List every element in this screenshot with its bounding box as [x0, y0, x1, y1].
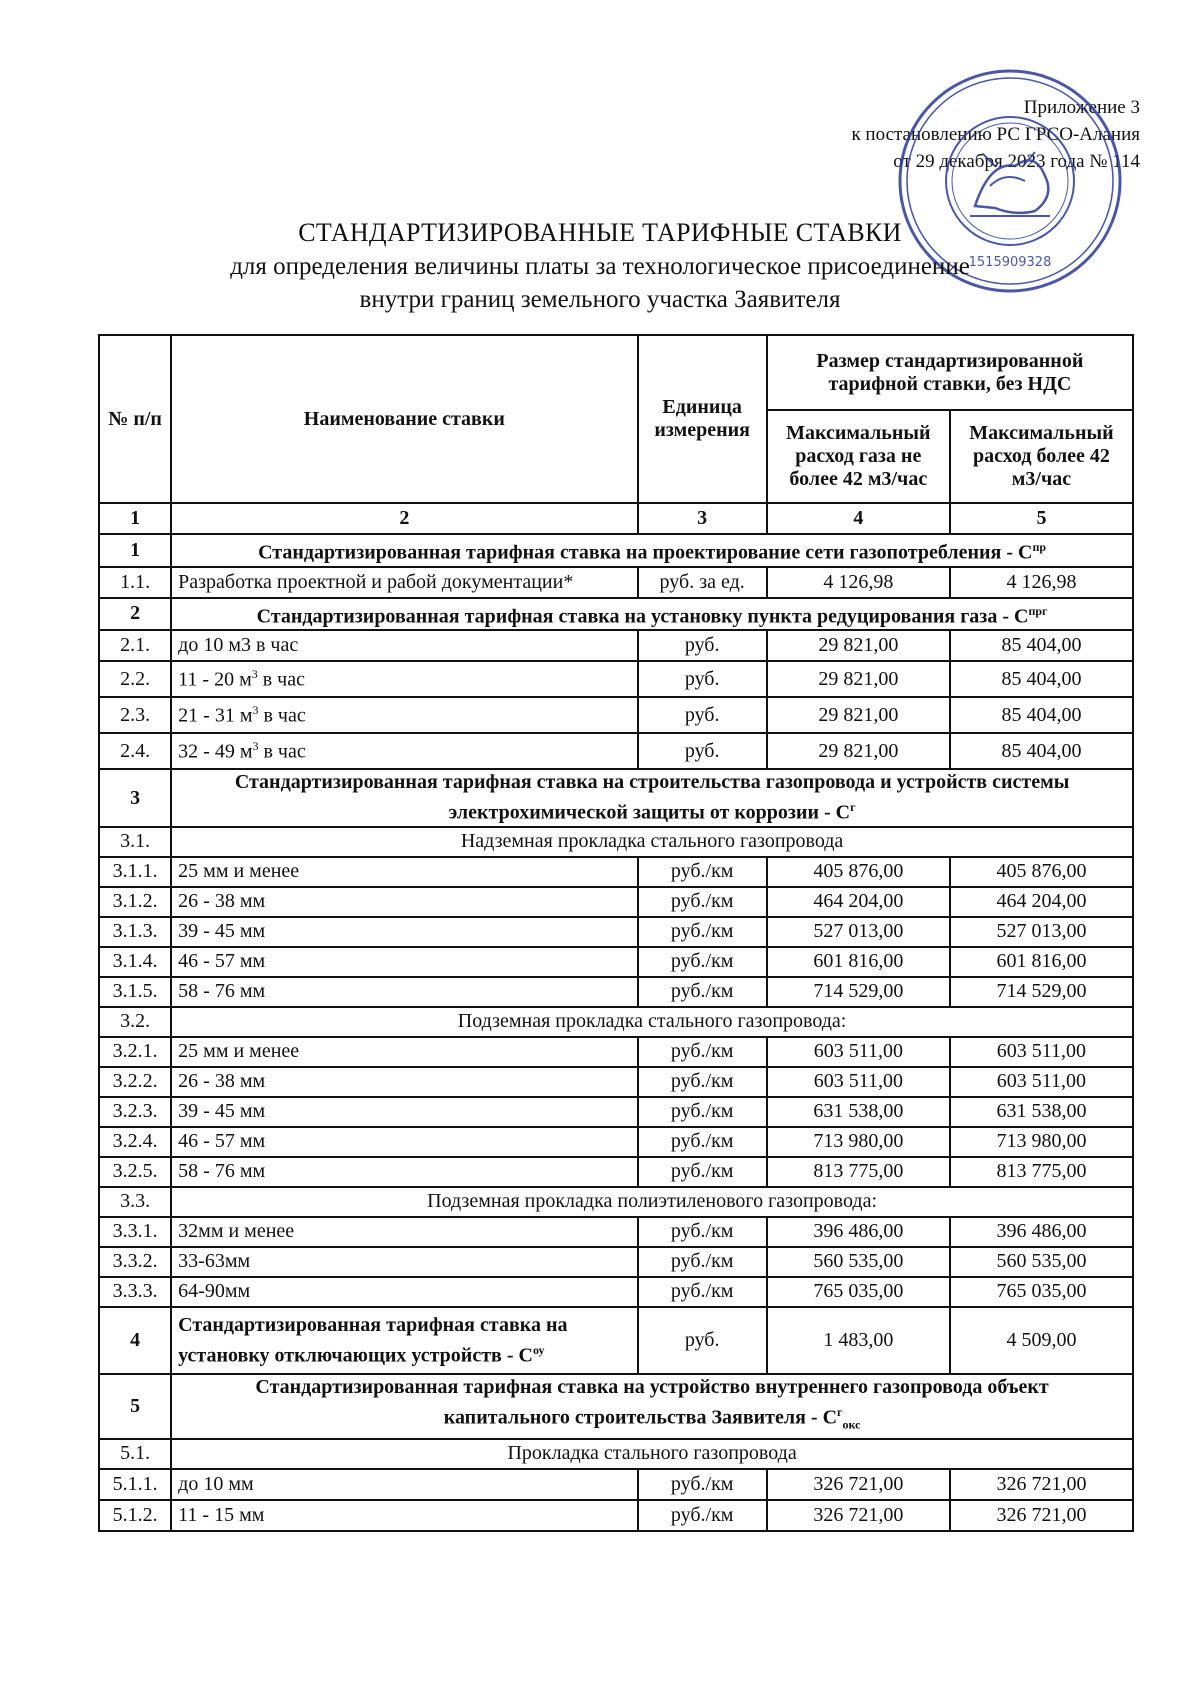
header-row — [99, 335, 1133, 410]
rate-value-col5: 603 511,00 — [950, 1067, 1133, 1097]
rate-value-col4: 765 035,00 — [767, 1277, 950, 1307]
subsection-row: 3.2. Подземная прокладка стального газопровода: — [99, 1007, 1133, 1037]
subsection-title: Прокладка стального газопровода — [171, 1439, 1133, 1469]
rate-value-col4: 29 821,00 — [767, 697, 950, 733]
rate-value-col5: 464 204,00 — [950, 887, 1133, 917]
rate-value-col5: 765 035,00 — [950, 1277, 1133, 1307]
header-col4: Максимальный расход газа не более 42 м3/час — [767, 410, 950, 503]
rate-unit: руб./км — [638, 1067, 767, 1097]
rate-value-col4: 560 535,00 — [767, 1247, 950, 1277]
section-num: 4 — [99, 1307, 171, 1374]
rate-value-col5: 714 529,00 — [950, 977, 1133, 1007]
tariff-table — [98, 334, 1134, 1532]
rate-name: 58 - 76 мм — [171, 1157, 637, 1187]
rate-unit: руб. — [638, 630, 767, 661]
colnum-2: 2 — [171, 503, 637, 534]
header-name: Наименование ставки — [171, 335, 637, 503]
rate-value-col5: 4 509,00 — [950, 1307, 1133, 1374]
rate-value-col5: 396 486,00 — [950, 1217, 1133, 1247]
rate-value-col4: 326 721,00 — [767, 1500, 950, 1531]
rate-value-col4: 603 511,00 — [767, 1037, 950, 1067]
rate-value-col5: 85 404,00 — [950, 733, 1133, 769]
subsection-row: 3.1. Надземная прокладка стального газопровода — [99, 827, 1133, 857]
subsection-row: 5.1. Прокладка стального газопровода — [99, 1439, 1133, 1469]
section-num: 3 — [99, 769, 171, 827]
appendix-line-3: от 29 декабря 2023 года № 114 — [893, 151, 1140, 172]
rate-unit: руб. — [638, 733, 767, 769]
rate-unit: руб./км — [638, 857, 767, 887]
section-row — [99, 598, 1133, 631]
rate-name: Разработка проектной и рабой документации* — [171, 567, 637, 598]
table-row: 2.1. до 10 м3 в час руб. 29 821,00 85 404,00 — [99, 630, 1133, 661]
document-title — [0, 216, 1200, 316]
rate-value-col4: 326 721,00 — [767, 1469, 950, 1500]
rate-value-col5: 713 980,00 — [950, 1127, 1133, 1157]
rate-unit: руб./км — [638, 917, 767, 947]
rate-name: 39 - 45 мм — [171, 1097, 637, 1127]
rate-name: 25 мм и менее — [171, 1037, 637, 1067]
rate-value-col5: 85 404,00 — [950, 697, 1133, 733]
table-row: 3.2.5. 58 - 76 мм руб./км 813 775,00 813 775,00 — [99, 1157, 1133, 1187]
table-row: 5.1.2. 11 - 15 мм руб./км 326 721,00 326 721,00 — [99, 1500, 1133, 1531]
table-row: 3.1.5. 58 - 76 мм руб./км 714 529,00 714 529,00 — [99, 977, 1133, 1007]
rate-unit: руб./км — [638, 1127, 767, 1157]
rate-value-col5: 527 013,00 — [950, 917, 1133, 947]
rate-value-col4: 396 486,00 — [767, 1217, 950, 1247]
table-row: 3.2.3. 39 - 45 мм руб./км 631 538,00 631 538,00 — [99, 1097, 1133, 1127]
rate-value-col4: 527 013,00 — [767, 917, 950, 947]
rate-unit: руб./км — [638, 1157, 767, 1187]
rate-name: до 10 м3 в час — [171, 630, 637, 661]
section-row — [99, 1307, 1133, 1374]
rate-unit: руб./км — [638, 1037, 767, 1067]
section-title: Стандартизированная тарифная ставка на устройство внутреннего газопровода объект капитального строительства Заявителя - $С^г_{окс}$ — [171, 1374, 1133, 1439]
rate-value-col5: 85 404,00 — [950, 630, 1133, 661]
table-row: 3.1.2. 26 - 38 мм руб./км 464 204,00 464 204,00 — [99, 887, 1133, 917]
column-number-row — [99, 503, 1133, 534]
colnum-3: 3 — [638, 503, 767, 534]
rate-value-col5: 326 721,00 — [950, 1469, 1133, 1500]
rate-name: 21 - 31 $м^3$ в час — [171, 697, 637, 733]
rate-unit: руб./км — [638, 1097, 767, 1127]
colnum-1: 1 — [99, 503, 171, 534]
rate-value-col5: 813 775,00 — [950, 1157, 1133, 1187]
header-num: № п/п — [99, 335, 171, 503]
colnum-4: 4 — [767, 503, 950, 534]
rate-unit: руб./км — [638, 1217, 767, 1247]
rate-value-col4: 603 511,00 — [767, 1067, 950, 1097]
rate-value-col4: 813 775,00 — [767, 1157, 950, 1187]
rate-name: до 10 мм — [171, 1469, 637, 1500]
rate-value-col4: 405 876,00 — [767, 857, 950, 887]
rate-name: Стандартизированная тарифная ставка на установку отключающих устройств - $С^{оу}$ — [171, 1307, 637, 1374]
rate-name: 58 - 76 мм — [171, 977, 637, 1007]
rate-value-col4: 631 538,00 — [767, 1097, 950, 1127]
section-title: Стандартизированная тарифная ставка на установку пункта редуцирования газа - $С^{прг}$ — [171, 598, 1133, 631]
rate-value-col4: 464 204,00 — [767, 887, 950, 917]
section-row — [99, 534, 1133, 567]
table-row: 3.3.1. 32мм и менее руб./км 396 486,00 396 486,00 — [99, 1217, 1133, 1247]
rate-value-col4: 713 980,00 — [767, 1127, 950, 1157]
rate-value-col5: 4 126,98 — [950, 567, 1133, 598]
rate-unit: руб./км — [638, 1247, 767, 1277]
rate-value-col4: 714 529,00 — [767, 977, 950, 1007]
table-row: 3.2.2. 26 - 38 мм руб./км 603 511,00 603 511,00 — [99, 1067, 1133, 1097]
rate-unit: руб. за ед. — [638, 567, 767, 598]
title-sub-2: внутри границ земельного участка Заявителя — [359, 286, 841, 313]
rate-value-col5: 326 721,00 — [950, 1500, 1133, 1531]
rate-value-col5: 85 404,00 — [950, 661, 1133, 697]
table-row: 5.1.1. до 10 мм руб./км 326 721,00 326 721,00 — [99, 1469, 1133, 1500]
appendix-line-2: к постановлению РС ГРСО-Алания — [851, 124, 1140, 145]
table-row: 3.1.4. 46 - 57 мм руб./км 601 816,00 601 816,00 — [99, 947, 1133, 977]
rate-name: 26 - 38 мм — [171, 887, 637, 917]
section-row — [99, 1374, 1133, 1439]
appendix-line-1: Приложение 3 — [1023, 97, 1140, 118]
rate-unit: руб. — [638, 1307, 767, 1374]
rate-unit: руб./км — [638, 947, 767, 977]
section-title: Стандартизированная тарифная ставка на строительства газопровода и устройств системы электрохимической защиты от коррозии - $С^г$ — [171, 769, 1133, 827]
table-row: 3.2.1. 25 мм и менее руб./км 603 511,00 603 511,00 — [99, 1037, 1133, 1067]
table-row: 2.2. 11 - 20 $м^3$ в час руб. 29 821,00 85 404,00 — [99, 661, 1133, 697]
table-row: 3.1.1. 25 мм и менее руб./км 405 876,00 405 876,00 — [99, 857, 1133, 887]
colnum-5: 5 — [950, 503, 1133, 534]
subsection-row: 3.3. Подземная прокладка полиэтиленового газопровода: — [99, 1187, 1133, 1217]
rate-value-col5: 601 816,00 — [950, 947, 1133, 977]
rate-name: 32мм и менее — [171, 1217, 637, 1247]
rate-name: 33-63мм — [171, 1247, 637, 1277]
header-unit: Единица измерения — [638, 335, 767, 503]
rate-unit: руб./км — [638, 887, 767, 917]
title-sub-1: для определения величины платы за технологическое присоединение — [230, 253, 970, 280]
subsection-title: Надземная прокладка стального газопровода — [171, 827, 1133, 857]
rate-name: 46 - 57 мм — [171, 947, 637, 977]
rate-name: 26 - 38 мм — [171, 1067, 637, 1097]
rate-name: 11 - 15 мм — [171, 1500, 637, 1531]
rate-value-col4: 29 821,00 — [767, 733, 950, 769]
rate-value-col4: 1 483,00 — [767, 1307, 950, 1374]
header-col5: Максимальный расход более 42 м3/час — [950, 410, 1133, 503]
table-row: 3.2.4. 46 - 57 мм руб./км 713 980,00 713 980,00 — [99, 1127, 1133, 1157]
subsection-title: Подземная прокладка полиэтиленового газопровода: — [171, 1187, 1133, 1217]
rate-value-col4: 29 821,00 — [767, 661, 950, 697]
table-row: 2.3. 21 - 31 $м^3$ в час руб. 29 821,00 85 404,00 — [99, 697, 1133, 733]
rate-value-col5: 603 511,00 — [950, 1037, 1133, 1067]
rate-value-col5: 560 535,00 — [950, 1247, 1133, 1277]
section-num: 2 — [99, 598, 171, 631]
table-row: 1.1. Разработка проектной и рабой документации* руб. за ед. 4 126,98 4 126,98 — [99, 567, 1133, 598]
table-row: 3.3.2. 33-63мм руб./км 560 535,00 560 535,00 — [99, 1247, 1133, 1277]
rate-name: 64-90мм — [171, 1277, 637, 1307]
table-row: 2.4. 32 - 49 $м^3$ в час руб. 29 821,00 85 404,00 — [99, 733, 1133, 769]
title-main: СТАНДАРТИЗИРОВАННЫЕ ТАРИФНЫЕ СТАВКИ — [298, 218, 902, 247]
section-num: 5 — [99, 1374, 171, 1439]
rate-unit: руб. — [638, 697, 767, 733]
rate-unit: руб./км — [638, 977, 767, 1007]
rate-name: 25 мм и менее — [171, 857, 637, 887]
section-num: 1 — [99, 534, 171, 567]
header-size: Размер стандартизированной тарифной ставки, без НДС — [767, 335, 1133, 410]
rate-unit: руб./км — [638, 1469, 767, 1500]
rate-unit: руб./км — [638, 1500, 767, 1531]
rate-name: 39 - 45 мм — [171, 917, 637, 947]
rate-name: 32 - 49 $м^3$ в час — [171, 733, 637, 769]
table-row: 3.1.3. 39 - 45 мм руб./км 527 013,00 527 013,00 — [99, 917, 1133, 947]
svg-text:1515909328: 1515909328 — [968, 255, 1052, 270]
table-row: 3.3.3. 64-90мм руб./км 765 035,00 765 035,00 — [99, 1277, 1133, 1307]
section-title: Стандартизированная тарифная ставка на проектирование сети газопотребления - $С^{пр}$ — [171, 534, 1133, 567]
rate-name: 11 - 20 $м^3$ в час — [171, 661, 637, 697]
rate-name: 46 - 57 мм — [171, 1127, 637, 1157]
rate-value-col4: 4 126,98 — [767, 567, 950, 598]
rate-value-col5: 405 876,00 — [950, 857, 1133, 887]
rate-value-col5: 631 538,00 — [950, 1097, 1133, 1127]
rate-value-col4: 29 821,00 — [767, 630, 950, 661]
subsection-title: Подземная прокладка стального газопровода: — [171, 1007, 1133, 1037]
rate-value-col4: 601 816,00 — [767, 947, 950, 977]
section-row — [99, 769, 1133, 827]
rate-unit: руб. — [638, 661, 767, 697]
rate-unit: руб./км — [638, 1277, 767, 1307]
